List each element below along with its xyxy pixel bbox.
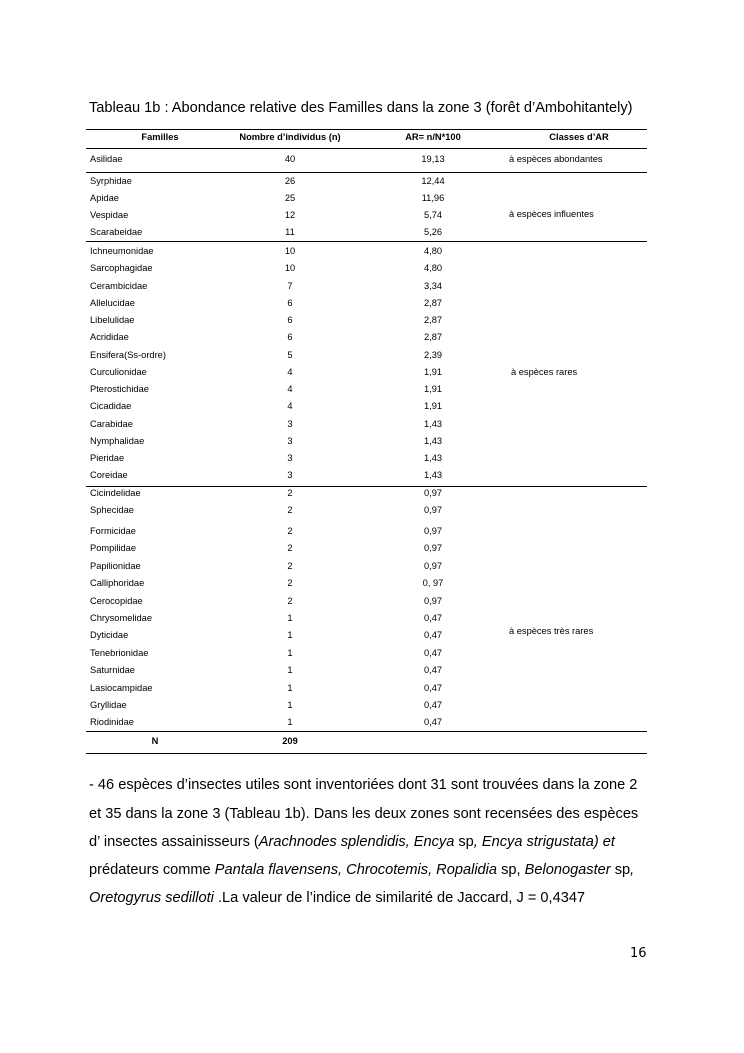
relative-abundance: 4,80 (423, 246, 443, 256)
individual-count: 1 (287, 630, 293, 641)
species-name: Belonogaster (524, 862, 611, 878)
table-caption: Tableau 1b : Abondance relative des Familles dans la zone 3 (forêt d’Ambohitantely) (89, 100, 633, 116)
family-name: Allelucidae (90, 297, 135, 308)
family-name: Ensifera(Ss-ordre) (90, 349, 166, 360)
individual-count: 2 (287, 578, 293, 589)
family-name: Sphecidae (90, 504, 134, 515)
relative-abundance: 0,97 (423, 543, 443, 554)
individual-count: 7 (287, 280, 293, 291)
species-name: Arachnodes splendidis, Encya (258, 834, 455, 850)
relative-abundance: 0,47 (423, 665, 443, 676)
family-name: Libelulidae (90, 315, 135, 325)
family-name: Saturnidae (90, 665, 135, 676)
individual-count: 6 (287, 332, 293, 343)
relative-abundance: 5,26 (423, 227, 443, 237)
family-name: Formicidae (90, 526, 136, 536)
relative-abundance: 3,34 (423, 280, 443, 291)
class-tres-rares: à espèces très rares (509, 626, 594, 636)
family-name: Curculionidae (90, 366, 147, 377)
family-name: Pterostichidae (90, 384, 149, 394)
family-name: Gryllidae (90, 700, 127, 710)
class-rares: à espèces rares (511, 367, 578, 377)
individual-count: 3 (287, 435, 293, 446)
relative-abundance: 0,47 (423, 682, 443, 693)
group-rule-1 (86, 172, 647, 173)
individual-count: 4 (287, 384, 293, 394)
family-name: Tenebrionidae (90, 647, 149, 658)
relative-abundance: 1,91 (423, 401, 443, 412)
class-influentes: à espèces influentes (509, 209, 594, 219)
family-name: Scarabeidae (90, 227, 143, 237)
individual-count: 3 (287, 418, 293, 429)
family-name: Sarcophagidae (90, 263, 153, 274)
header-nombre: Nombre d’individus (n) (239, 132, 341, 142)
family-name: Cerambicidae (90, 280, 148, 291)
species-name: Oretogyrus sedilloti (89, 890, 214, 906)
family-name: Lasiocampidae (90, 682, 153, 693)
relative-abundance: 12,44 (421, 176, 445, 186)
individual-count: 3 (287, 453, 293, 463)
page-number: 16 (630, 946, 647, 961)
individual-count: 26 (284, 176, 296, 186)
individual-count: 2 (287, 543, 293, 554)
relative-abundance: 19,13 (421, 154, 445, 164)
family-name: Carabidae (90, 418, 133, 429)
paragraph-line-5 (89, 889, 585, 907)
individual-count: 2 (287, 560, 293, 571)
relative-abundance: 2,39 (423, 349, 443, 360)
individual-count: 1 (287, 700, 293, 710)
text-run: .La valeur de l’indice de similarité de Jaccard, J = 0,4347 (213, 890, 586, 906)
relative-abundance: 0,97 (423, 560, 443, 571)
table-bottom-rule (86, 753, 647, 754)
class-abondantes: à espèces abondantes (509, 154, 603, 164)
relative-abundance: 0,47 (423, 630, 443, 641)
paragraph-line-4 (89, 861, 634, 879)
individual-count: 6 (287, 297, 293, 308)
individual-count: 10 (284, 263, 296, 274)
header-classes: Classes d’AR (549, 132, 609, 142)
family-name: Acrididae (90, 332, 129, 343)
header-ar: AR= n/N*100 (405, 132, 461, 142)
family-name: Cicindelidae (90, 488, 141, 498)
relative-abundance: 0,97 (423, 504, 443, 515)
relative-abundance: 0,97 (423, 526, 443, 536)
text-run: sp, (497, 862, 525, 878)
paragraph-line-1: - 46 espèces d’insectes utiles sont inventoriées dont 31 sont trouvées dans la zone 2 (89, 777, 638, 793)
header-rule (86, 148, 647, 149)
total-top-rule (86, 731, 647, 732)
family-name: Cerocopidae (90, 595, 143, 606)
family-name: Ichneumonidae (90, 246, 154, 256)
species-name: Pantala flavensens, Chrocotemis, Ropalidia (214, 862, 498, 878)
table-top-rule (86, 129, 647, 130)
relative-abundance: 1,43 (423, 418, 443, 429)
relative-abundance: 2,87 (423, 297, 443, 308)
relative-abundance: 0,47 (423, 717, 443, 728)
group-rule-3 (86, 486, 647, 487)
relative-abundance: 0,97 (423, 488, 443, 498)
total-label: N (151, 736, 159, 746)
family-name: Nymphalidae (90, 435, 145, 446)
family-name: Dyticidae (90, 630, 129, 641)
relative-abundance: 1,43 (423, 453, 443, 463)
family-name: Vespidae (90, 210, 129, 220)
paragraph-line-2: et 35 dans la zone 3 (Tableau 1b). Dans les deux zones sont recensées des espèces (89, 806, 639, 822)
individual-count: 40 (284, 154, 296, 164)
header-familles: Familles (141, 132, 179, 142)
text-run: sp (610, 862, 631, 878)
species-name: , Encya strigustata) et (473, 834, 615, 850)
individual-count: 12 (284, 210, 296, 220)
relative-abundance: 1,43 (423, 470, 443, 481)
family-name: Syrphidae (90, 176, 132, 186)
relative-abundance: 1,43 (423, 435, 443, 446)
family-name: Asilidae (90, 154, 123, 164)
family-name: Coreidae (90, 470, 128, 481)
individual-count: 4 (287, 401, 293, 412)
relative-abundance: 4,80 (423, 263, 443, 274)
individual-count: 25 (284, 193, 296, 203)
family-name: Papilionidae (90, 560, 141, 571)
text-run: d’ insectes assainisseurs ( (89, 834, 259, 850)
relative-abundance: 1,91 (423, 384, 443, 394)
group-rule-2 (86, 241, 647, 242)
family-name: Cicadidae (90, 401, 132, 412)
relative-abundance: 0,47 (423, 647, 443, 658)
relative-abundance: 1,91 (423, 366, 443, 377)
text-run: sp (454, 834, 474, 850)
relative-abundance: 11,96 (421, 193, 445, 203)
relative-abundance: 2,87 (423, 332, 443, 343)
relative-abundance: 0,47 (423, 613, 443, 623)
individual-count: 1 (287, 647, 293, 658)
total-value: 209 (282, 736, 298, 746)
relative-abundance: 2,87 (423, 315, 443, 325)
text-run: , (630, 862, 635, 878)
individual-count: 1 (287, 613, 293, 623)
individual-count: 11 (285, 227, 295, 237)
individual-count: 10 (284, 246, 296, 256)
individual-count: 2 (287, 595, 293, 606)
individual-count: 2 (287, 488, 293, 498)
relative-abundance: 0, 97 (422, 578, 444, 589)
individual-count: 1 (287, 682, 293, 693)
family-name: Pompilidae (90, 543, 136, 554)
family-name: Riodinidae (90, 717, 134, 728)
family-name: Pieridae (90, 453, 125, 463)
family-name: Apidae (90, 193, 119, 203)
individual-count: 1 (287, 665, 293, 676)
individual-count: 6 (287, 315, 293, 325)
individual-count: 2 (287, 526, 293, 536)
relative-abundance: 0,47 (423, 700, 443, 710)
individual-count: 4 (287, 366, 293, 377)
family-name: Chrysomelidae (90, 613, 153, 623)
individual-count: 2 (287, 504, 293, 515)
text-run: prédateurs comme (89, 862, 215, 878)
paragraph-line-3 (89, 833, 615, 851)
relative-abundance: 0,97 (423, 595, 443, 606)
individual-count: 5 (287, 349, 293, 360)
family-name: Calliphoridae (90, 578, 145, 589)
individual-count: 1 (287, 717, 293, 728)
relative-abundance: 5,74 (423, 210, 443, 220)
individual-count: 3 (287, 470, 293, 481)
